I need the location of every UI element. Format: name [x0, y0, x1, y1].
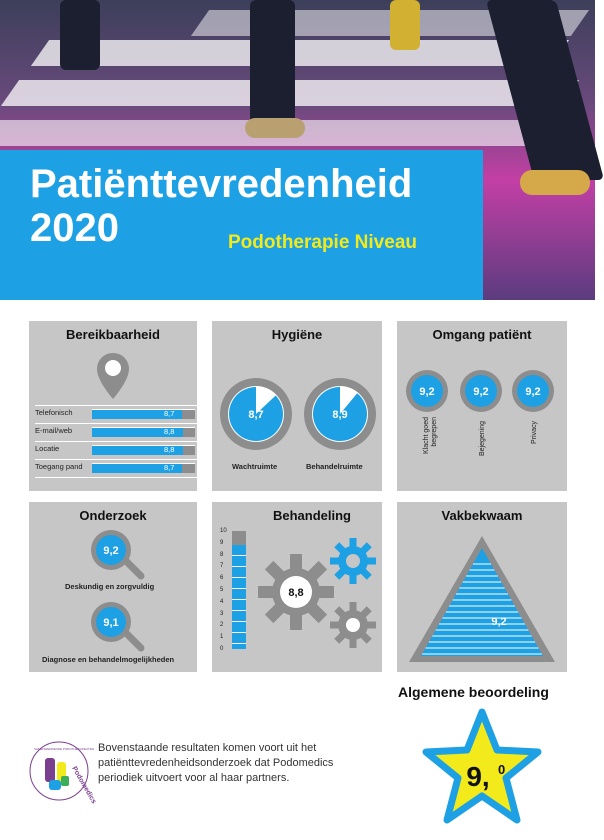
svg-text:Podomedics: Podomedics [70, 765, 98, 806]
hygiene-pie-2 [302, 376, 378, 452]
reach-row-value: 8,7 [164, 463, 175, 472]
reach-title: Bereikbaarheid [66, 327, 160, 342]
reach-row-label: Locatie [35, 444, 60, 453]
footer-text: Bovenstaande resultaten komen voort uit het patiënttevredenheidsonderzoek dat Podomedics periodiek uitvoert voor al haar partners. [98, 742, 334, 784]
hygiene-label: Wachtruimte [232, 462, 278, 471]
scale-tick-label: 4 [220, 598, 224, 605]
research-label: Diagnose en behandelmogelijkheden [42, 655, 175, 664]
reach-row-label: Toegang pand [35, 462, 83, 471]
magnifier-icon [89, 600, 149, 652]
scale-tick-label: 6 [220, 575, 224, 582]
scale-tick-label: 1 [220, 634, 224, 641]
svg-text:9,2: 9,2 [525, 386, 541, 398]
patient-card [397, 321, 567, 491]
research-title: Onderzoek [79, 508, 147, 523]
svg-text:8,8: 8,8 [288, 587, 304, 599]
svg-text:0: 0 [498, 762, 506, 777]
scale-tick-label: 0 [220, 646, 224, 652]
skill-title: Vakbekwaam [441, 508, 523, 523]
scale-tick-label: 3 [220, 610, 224, 617]
page-title: Patiënttevredenheid 2020 [30, 162, 413, 250]
star-icon [422, 708, 542, 826]
patient-circle [405, 369, 449, 413]
gear-icon [328, 536, 378, 586]
research-card [29, 502, 197, 672]
svg-text:9,: 9, [466, 761, 490, 792]
patient-circle [459, 369, 503, 413]
research-label: Deskundig en zorgvuldig [65, 582, 155, 591]
page-subtitle: Podotherapie Niveau [228, 232, 417, 253]
scale-tick-label: 9 [220, 539, 224, 546]
scale-tick-label: 8 [220, 551, 224, 558]
svg-text:9,2: 9,2 [473, 386, 489, 398]
reach-row [35, 463, 195, 473]
reach-row-label: E-mail/web [35, 426, 73, 435]
hygiene-pie-1 [218, 376, 294, 452]
reach-row [35, 445, 195, 455]
reach-row-value: 8,8 [164, 445, 175, 454]
reach-row-value: 8,8 [164, 427, 175, 436]
hygiene-title: Hygiëne [271, 327, 323, 342]
gear-icon [328, 600, 378, 650]
svg-text:9,1: 9,1 [103, 617, 119, 629]
patient-label: Privacy [531, 421, 538, 444]
overall-label: Algemene beoordeling [398, 684, 549, 700]
patient-label: Bejegening [479, 421, 486, 457]
svg-text:9,2: 9,2 [491, 616, 507, 628]
hygiene-card [212, 321, 382, 491]
reach-row [35, 427, 195, 437]
treatment-card [212, 502, 382, 672]
scale-tick-label: 2 [220, 622, 224, 629]
reach-row-label: Telefonisch [35, 408, 73, 417]
svg-text:9,2: 9,2 [419, 386, 435, 398]
gear-icon [254, 550, 338, 634]
svg-text:SAMENWERKENDE PODOTHERAPEUTEN: SAMENWERKENDE PODOTHERAPEUTEN [34, 747, 95, 751]
patient-title: Omgang patiënt [432, 327, 532, 342]
treatment-bar-track [232, 531, 246, 649]
svg-text:8,9: 8,9 [332, 409, 348, 421]
podomedics-logo [28, 740, 98, 806]
hygiene-label: Behandelruimte [306, 462, 363, 471]
treatment-scale [218, 528, 248, 652]
triangle-icon [407, 534, 557, 664]
svg-text:8,7: 8,7 [248, 409, 264, 421]
location-pin-icon [95, 351, 131, 401]
reach-row [35, 409, 195, 419]
scale-tick-label: 7 [220, 563, 224, 570]
patient-label: Klacht goed begrepen [423, 417, 438, 454]
reach-card [29, 321, 197, 491]
skill-card [397, 502, 567, 672]
magnifier-icon [89, 528, 149, 580]
scale-tick-label: 5 [220, 587, 224, 593]
treatment-bar-fill [232, 545, 246, 649]
svg-text:9,2: 9,2 [103, 545, 119, 557]
patient-circle [511, 369, 555, 413]
treatment-title: Behandeling [272, 508, 351, 523]
scale-tick-label: 10 [220, 528, 227, 534]
reach-row-value: 8,7 [164, 409, 175, 418]
